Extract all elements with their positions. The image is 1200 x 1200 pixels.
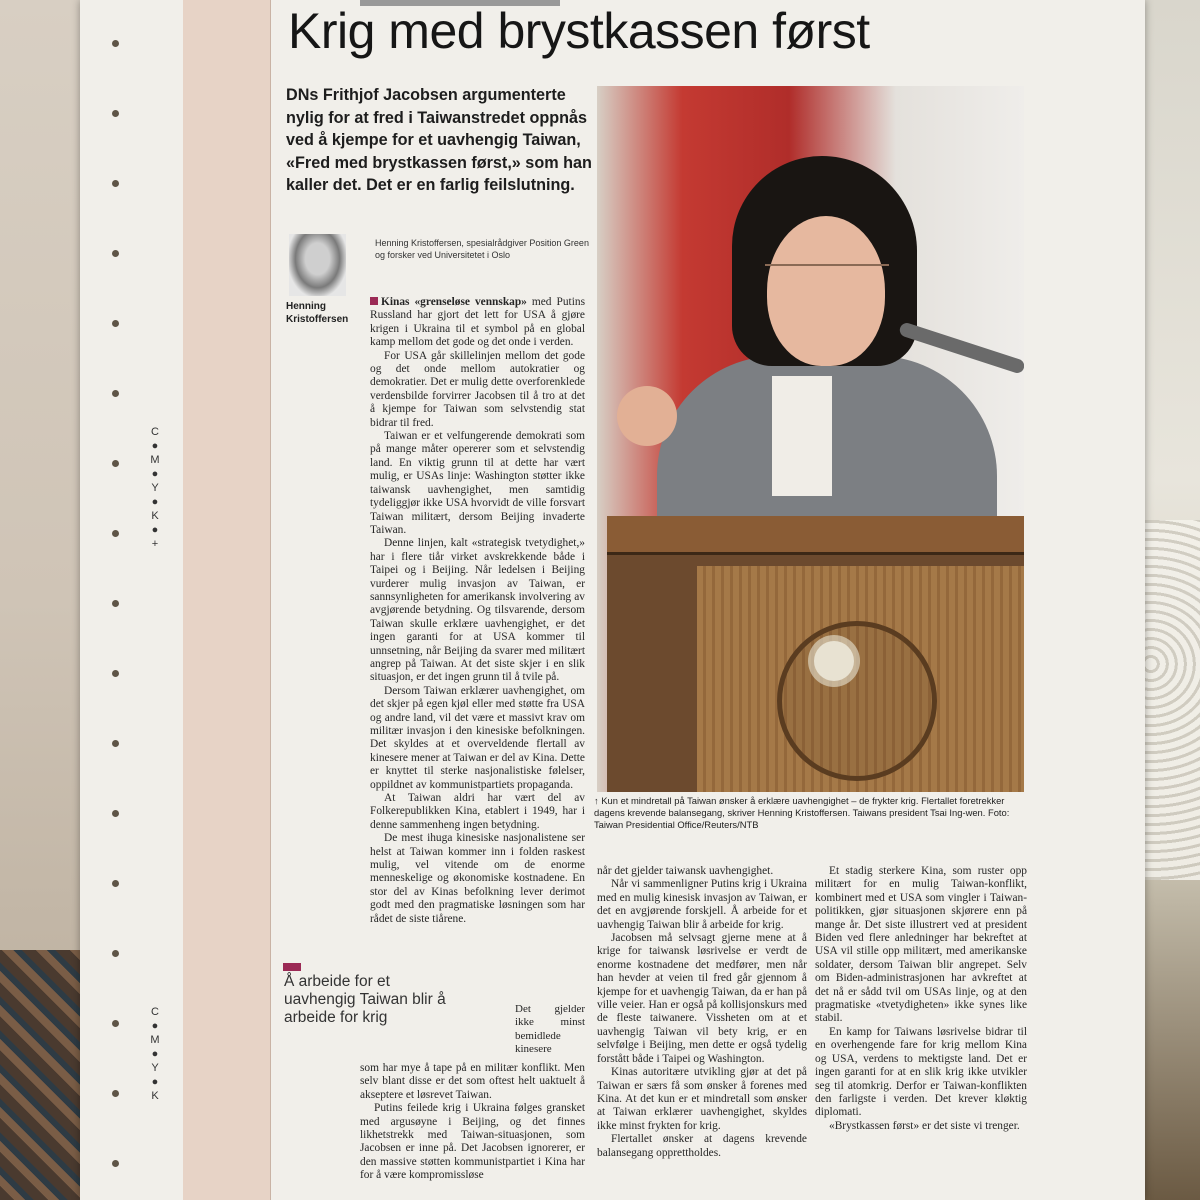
photo-shirt <box>772 376 832 496</box>
column-1 <box>370 296 585 926</box>
paragraph: som har mye å tape på en militær konflikt. Men selv blant disse er det som oftest helt uaktuelt å akseptere et løsrevet Taiwan. <box>360 1062 585 1101</box>
column-1-inset <box>515 1003 585 1057</box>
podium-top <box>607 516 1024 555</box>
photo-glasses <box>765 264 889 286</box>
paragraph: En kamp for Taiwans løsrivelse bidrar til en overhengende fare for krig mellom Kina og USA, verdens to mektigste land. Det er ingen garanti for at en slik krig ikke utvikler seg til atomkrig. Derfor er Taiwan-konflikten den farligste i verden. Det krever kløktig diplomati. <box>815 1025 1027 1119</box>
lead-dot-icon <box>370 297 378 305</box>
paragraph: At Taiwan aldri har vært del av Folkerepublikken Kina, etablert i 1949, har i denne sammenheng ingen betydning. <box>370 792 585 831</box>
headline: Krig med brystkassen først <box>288 3 870 59</box>
paragraph: Denne linjen, kalt «strategisk tvetydighet,» har i flere tiår virket avskrekkende både i Taipei og i Beijing. Når ledelsen i Beijing vurderer mulig invasjon av Taiwan, er sannsynligheten for amerikansk involvering av avgjørende betydning. Og tilsvarende, dersom Taiwan skulle erklære uavhengighet, er det ingen garanti for at USA kommer til unnsetning, når Beijing da svarer med militært angrep på Taiwan. At det siste skjer i en slik situasjon, er det ingen grunn til å tvile på. <box>370 537 585 684</box>
paragraph: De mest ihuga kinesiske nasjonalistene ser helst at Taiwan kommer inn i folden raskest mulig, vel vitende om de enorme menneskelige og økonomiske kostnadene. En stor del av Kinas befolkning lever derimot godt med den pragmatiske løsningen som har rådet de siste tiårene. <box>370 832 585 925</box>
paragraph: Kinas «grenseløse vennskap» med Putins Russland har gjort det lett for USA å gjøre krigen i Ukraina til et symbol på en global kamp mellom det gode og det onde i verden. <box>370 296 585 349</box>
photo-caption: ↑ Kun et mindretall på Taiwan ønsker å erklære uavhengighet – de frykter krig. Flertallet foretrekker dagens krevende balansegang, skriver Henning Kristoffersen. Taiwans president Tsai Ing-wen. Foto: Taiwan Presidential Office/Reuters/NTB <box>594 795 1010 830</box>
pullquote-marker <box>283 963 301 971</box>
paragraph: Putins feilede krig i Ukraina følges gransket med argusøyne i Beijing, og det finnes likhetstrekk med Taiwan-situasjonen, som Jacobsen er inne på. Det Jacobsen ignorerer, er den massive støtten kommunistpartiet i Kina har for å være kompromissløse <box>360 1102 585 1182</box>
paragraph: når det gjelder taiwansk uavhengighet. <box>597 865 774 877</box>
fold-line <box>270 0 271 1200</box>
plum-blossom-icon <box>814 641 854 681</box>
paragraph: Når vi sammenligner Putins krig i Ukraina med en mulig kinesisk invasjon av Taiwan, er det en avgjørende forskjell. Å arbeide for et uavhengig Taiwan blir å arbeide for krig. <box>597 878 807 931</box>
column-3 <box>815 865 1027 1133</box>
column-1-bottom <box>360 1062 585 1183</box>
rug <box>0 950 90 1200</box>
margin-strip <box>183 0 271 1200</box>
paragraph: Jacobsen må selvsagt gjerne mene at å krige for taiwansk løsrivelse er verdt de enorme kostnadene det medfører, men når han hevder at veien til fred går gjennom å kjempe for et uavhengig Taiwan, da er han på ville veier. Han er også på kollisjonskurs med de fleste taiwanere. Vissheten om at et uavhengig Taiwan vil bety krig, er en selvfølge i Beijing, men dette er også tydelig forstått både i Taipei og Washington. <box>597 932 807 1065</box>
paragraph: «Brystkassen først» er det siste vi trenger. <box>829 1119 1020 1132</box>
punch-holes <box>112 0 136 1200</box>
column-2 <box>597 865 807 1160</box>
photo-face <box>767 216 885 366</box>
presidential-seal-icon <box>777 621 937 781</box>
paragraph: Dersom Taiwan erklærer uavhengighet, om det skjer på egen kjøl eller med støtte fra USA og andre land, vil det være et massivt krav om militær invasjon i den kinesiske befolkningen. Det skyldes at et overveldende flertall av kinesere mener at Taiwan er del av Kina. Dette er knyttet til sterke nasjonalistiske følelser, oppildnet av kommunistpartiets propaganda. <box>370 684 585 791</box>
paragraph: For USA går skillelinjen mellom det gode og det onde mellom autokratier og demokratier. Det er mulig dette overforenklede verdensbilde forvirrer Jacobsen til å tro at det å kjempe for Taiwan som selvstendig stat bidrar til fred. <box>370 349 585 429</box>
ingress: DNs Frithjof Jacobsen argumenterte nylig for at fred i Taiwanstredet oppnås ved å kjempe for et uavhengig Taiwan, «Fred med brystkassen først,» som han kaller det. Det er en farlig feilslutning. <box>286 86 592 194</box>
photo-hand <box>617 386 677 446</box>
paragraph: Et stadig sterkere Kina, som ruster opp militært for en mulig Taiwan-konflikt, kombinert med et USA som vingler i Taiwan-politikken, gjør situasjonen skjørere enn på mange år. Det siste illustrert ved at president Biden ved flere anledninger har bekreftet at USA vil stille opp militært, med amerikanske soldater, dersom Taiwan blir angrepet. Selv om Biden-administrasjonen har avkreftet at det nå er sådd tvil om USAs linje, og at den pragmatiske «tvetydigheten» ikke synes like stabil. <box>815 865 1027 1025</box>
author-photo <box>289 234 346 296</box>
photo-tsai-ing-wen <box>597 86 1024 792</box>
paragraph: Det gjelder ikke minst bemidlede kinesere <box>515 1003 585 1056</box>
paragraph: Taiwan er et velfungerende demokrati som på mange måter opererer som et selvstendig land. En viktig grunn til at dette har vært mulig, er USAs linje: Washington støtter ikke taiwansk uavhengighet, men samtidig tydeliggjør ikke USA hvorvidt de ville forsvart Taiwan militært, dersom Beijing invaderte Taiwan. <box>370 430 585 536</box>
pullquote: Å arbeide for et uavhengig Taiwan blir å arbeide for krig <box>284 973 446 1026</box>
author-name: Henning Kristoffersen <box>286 301 349 325</box>
color-registration-marks-lower: C ● M ● Y ● K <box>150 1006 160 1102</box>
paragraph: Kinas autoritære utvikling gjør at det på Taiwan er særs få som ønsker å forenes med Kina. At det kun er et mindretall som ønsker at Taiwan erklærer uavhengighet, skyldes ikke minst frykten for krig. <box>597 1066 807 1132</box>
paragraph: Flertallet ønsker at dagens krevende balansegang opprettholdes. <box>597 1133 807 1159</box>
author-description: Henning Kristoffersen, spesialrådgiver Position Green og forsker ved Universitetet i Oslo <box>375 238 589 260</box>
color-registration-marks: C ● M ● Y ● K ● + <box>150 426 160 550</box>
